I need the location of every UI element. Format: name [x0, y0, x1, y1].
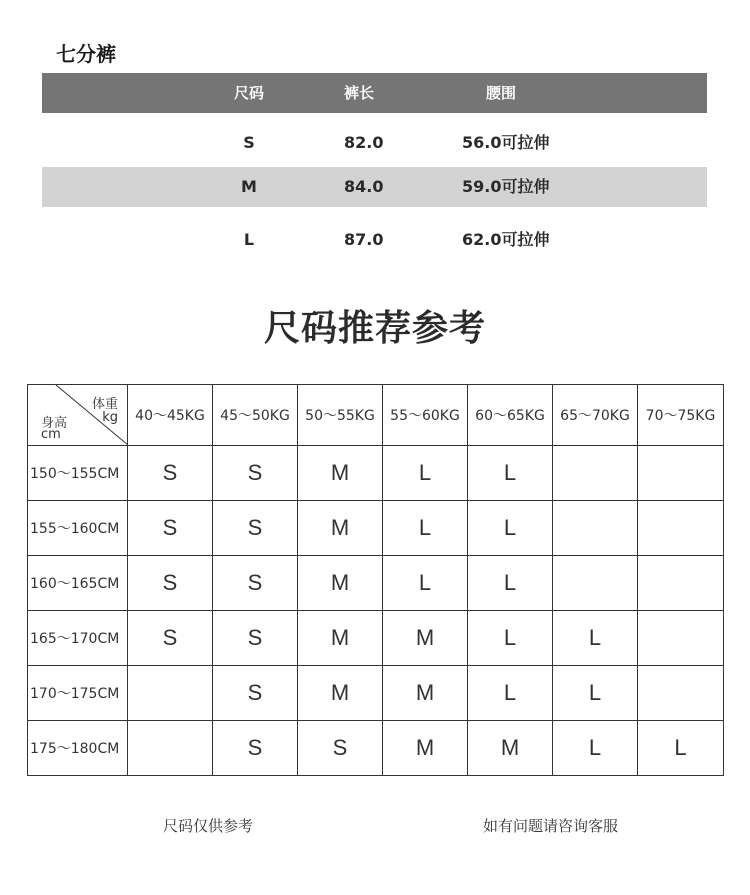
- size-cell: L: [468, 666, 553, 721]
- header-waist: 腰围: [486, 84, 517, 102]
- size-row-s: [42, 123, 707, 163]
- recommend-table: [27, 384, 724, 776]
- size-cell: S: [298, 721, 383, 776]
- footer-note-right: 如有问题请咨询客服: [483, 817, 619, 835]
- waist-cell: 62.0可拉伸: [462, 230, 550, 249]
- size-row-m: [42, 167, 707, 207]
- size-cell: L: [383, 446, 468, 501]
- size-cell: [638, 666, 724, 721]
- corner-weight-unit: kg: [102, 410, 118, 425]
- size-cell: L: [468, 556, 553, 611]
- waist-cell: 59.0可拉伸: [462, 177, 550, 196]
- size-cell: [638, 556, 724, 611]
- size-row-l: [42, 220, 707, 260]
- weight-header: 40〜45KG: [128, 385, 213, 446]
- size-cell: M: [298, 556, 383, 611]
- height-cell: 150〜155CM: [28, 446, 128, 501]
- size-cell: M: [468, 721, 553, 776]
- size-table-header: [42, 73, 707, 113]
- size-cell: S: [213, 556, 298, 611]
- weight-header: 65〜70KG: [553, 385, 638, 446]
- size-cell: [638, 611, 724, 666]
- size-cell: M: [383, 611, 468, 666]
- section-title: 七分裤: [56, 42, 116, 66]
- weight-header: 50〜55KG: [298, 385, 383, 446]
- weight-header: 60〜65KG: [468, 385, 553, 446]
- size-cell: S: [128, 611, 213, 666]
- size-cell: S: [213, 666, 298, 721]
- size-cell: [638, 501, 724, 556]
- footer-note-left: 尺码仅供参考: [163, 817, 254, 835]
- table-row: [28, 446, 724, 501]
- table-row: [28, 501, 724, 556]
- size-cell: L: [468, 446, 553, 501]
- size-cell: [553, 501, 638, 556]
- size-cell: L: [383, 501, 468, 556]
- table-row: [28, 556, 724, 611]
- weight-header: 70〜75KG: [638, 385, 724, 446]
- size-cell: M: [298, 446, 383, 501]
- size-cell: L: [243, 230, 255, 249]
- weight-header-row: [28, 385, 724, 446]
- corner-cell: [28, 385, 128, 446]
- size-cell: M: [241, 177, 257, 196]
- size-cell: L: [553, 611, 638, 666]
- size-cell: L: [553, 721, 638, 776]
- size-cell: S: [213, 446, 298, 501]
- size-cell: [638, 446, 724, 501]
- table-row: [28, 721, 724, 776]
- corner-height-unit: cm: [41, 427, 61, 442]
- height-cell: 170〜175CM: [28, 666, 128, 721]
- size-cell: S: [243, 133, 255, 152]
- height-cell: 155〜160CM: [28, 501, 128, 556]
- size-cell: S: [128, 556, 213, 611]
- size-cell: S: [128, 446, 213, 501]
- size-cell: M: [383, 666, 468, 721]
- size-cell: M: [298, 501, 383, 556]
- size-cell: [553, 556, 638, 611]
- table-row: [28, 666, 724, 721]
- size-cell: L: [638, 721, 724, 776]
- corner-weight-label: 体重: [91, 397, 118, 412]
- size-cell: [128, 666, 213, 721]
- height-cell: 160〜165CM: [28, 556, 128, 611]
- size-cell: S: [213, 721, 298, 776]
- size-cell: S: [213, 501, 298, 556]
- size-cell: L: [553, 666, 638, 721]
- header-size: 尺码: [233, 84, 264, 102]
- size-cell: [128, 721, 213, 776]
- waist-cell: 56.0可拉伸: [462, 133, 550, 152]
- weight-header: 55〜60KG: [383, 385, 468, 446]
- header-length: 裤长: [344, 84, 375, 102]
- length-cell: 87.0: [344, 230, 384, 249]
- size-cell: M: [383, 721, 468, 776]
- table-row: [28, 611, 724, 666]
- size-cell: L: [468, 611, 553, 666]
- size-cell: S: [128, 501, 213, 556]
- length-cell: 84.0: [344, 177, 384, 196]
- size-cell: M: [298, 611, 383, 666]
- weight-header: 45〜50KG: [213, 385, 298, 446]
- height-cell: 165〜170CM: [28, 611, 128, 666]
- size-cell: L: [383, 556, 468, 611]
- height-cell: 175〜180CM: [28, 721, 128, 776]
- recommend-title: 尺码推荐参考: [263, 308, 486, 349]
- size-cell: [553, 446, 638, 501]
- size-cell: S: [213, 611, 298, 666]
- size-cell: L: [468, 501, 553, 556]
- size-cell: M: [298, 666, 383, 721]
- length-cell: 82.0: [344, 133, 384, 152]
- corner-height-label: 身高: [41, 416, 68, 431]
